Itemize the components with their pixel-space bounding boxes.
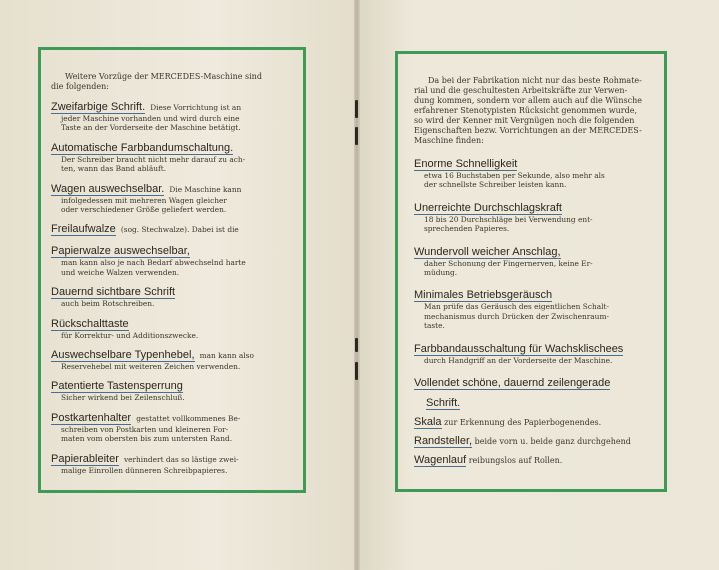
feature-heading: Papierwalze auswechselbar, [51, 245, 190, 258]
feature-description [414, 259, 652, 278]
left-feature-item [51, 343, 295, 371]
feature-description-line: der schnellste Schreiber leisten kann. [424, 180, 567, 190]
left-feature-item [51, 312, 295, 340]
left-content [51, 72, 295, 475]
feature-description: beide vorn u. beide ganz durchgehend [474, 437, 631, 447]
right-feature-list [414, 152, 652, 410]
staple-bottom-lower [355, 362, 358, 380]
staple-top-lower [355, 127, 358, 145]
feature-heading: Wagenlauf [414, 454, 467, 467]
left-feature-item [51, 406, 295, 444]
right-feature-item [414, 152, 652, 190]
feature-description: Diese Vorrichtung ist an [150, 103, 242, 112]
left-intro-line: die folgenden: [51, 82, 110, 91]
feature-heading: Schrift. [426, 397, 461, 410]
right-content [414, 76, 652, 467]
feature-description: Die Maschine kann [169, 184, 242, 194]
feature-description-line: Man prüfe das Geräusch des eigentlichen Schalt- [424, 302, 609, 312]
right-inline-features [414, 416, 652, 467]
left-feature-item [51, 239, 295, 277]
staple-top [355, 100, 358, 118]
feature-heading: Randsteller, [414, 435, 473, 448]
feature-description-line: malige Einrollen dünneren Schreibpapieres. [61, 465, 228, 475]
feature-description-line: 18 bis 20 Durchschläge bei Verwendung ent- [424, 214, 593, 224]
feature-description-line: ten, wann das Band abläuft. [61, 164, 167, 174]
left-feature-item [51, 136, 295, 174]
left-intro [51, 72, 295, 92]
feature-heading: Auswechselbare Typenhebel, [51, 349, 195, 362]
right-intro-line: so wird der Kenner mit Vergnügen noch die folgenden [414, 116, 635, 125]
right-inline-feature [414, 416, 652, 429]
feature-heading: Zweifarbige Schrift. [51, 101, 146, 113]
feature-description-line: für Korrektur- und Additionszwecke. [61, 330, 199, 340]
feature-description-line: man kann also je nach Bedarf abwechselnd harte [61, 258, 246, 268]
left-feature-list [51, 95, 295, 475]
feature-heading: Enorme Schnelligkeit [414, 158, 518, 170]
feature-description: man kann also [199, 351, 254, 361]
right-intro-line: erfahrener Stenotypisten Rücksicht genommen wurde, [414, 106, 638, 115]
feature-heading: Skala [414, 416, 442, 429]
right-feature-item [414, 391, 652, 410]
feature-description-line: Der Schreiber braucht nicht mehr darauf zu ach- [61, 154, 246, 164]
feature-heading: Postkartenhalter [51, 411, 132, 424]
left-feature-item [51, 280, 295, 308]
feature-description [414, 171, 652, 190]
feature-description-line: auch beim Rotschreiben. [61, 299, 155, 309]
feature-description-line: Taste an der Vorderseite der Maschine betätigt. [61, 123, 241, 133]
feature-heading: Wagen auswechselbar. [51, 182, 165, 195]
feature-heading: Automatische Farbbandumschaltung. [51, 141, 234, 154]
feature-description-line: sprechenden Papieres. [424, 224, 510, 234]
right-intro-line: rial und die geschultesten Arbeitskräfte zur Verwen- [414, 86, 628, 95]
feature-description: verhindert das so lästige zwei- [123, 454, 239, 464]
feature-heading: Wundervoll weicher Anschlag, [414, 245, 561, 258]
feature-description-line: jeder Maschine vorhanden und wird durch eine [61, 114, 240, 123]
feature-heading: Vollendet schöne, dauernd zeilengerade [414, 377, 611, 390]
feature-description-line: durch Handgriff an der Vorderseite der Maschine. [424, 355, 613, 365]
feature-heading: Papierableiter [51, 452, 119, 465]
right-intro-line: Da bei der Fabrikation nicht nur das beste Rohmate- [428, 76, 642, 85]
right-feature-item [414, 196, 652, 234]
right-inline-feature [414, 454, 652, 467]
feature-description-line: daher Schonung der Fingernerven, keine Er- [424, 258, 593, 268]
feature-heading: Rückschalttaste [51, 317, 129, 330]
feature-description-line: Sicher wirkend bei Zeilenschluß. [61, 393, 185, 403]
feature-description-line: Reservehebel mit weiteren Zeichen verwenden. [61, 362, 241, 372]
feature-description-line: taste. [424, 321, 445, 331]
left-feature-item [51, 217, 295, 236]
left-feature-item [51, 95, 295, 133]
feature-description [414, 302, 652, 330]
right-inline-feature [414, 435, 652, 448]
feature-description [414, 215, 652, 234]
feature-description-line: oder verschiedener Größe geliefert werden. [61, 205, 227, 215]
left-feature-item [51, 177, 295, 215]
feature-description: zur Erkennung des Papierbogenendes. [444, 418, 602, 428]
right-intro [414, 76, 652, 146]
feature-heading: Unerreichte Durchschlagskraft [414, 201, 562, 214]
feature-description-line: infolgedessen mit mehreren Wagen gleicher [61, 195, 227, 205]
feature-description-line: und weiche Walzen verwenden. [61, 267, 180, 277]
right-intro-line: Maschine finden: [414, 136, 484, 145]
feature-heading: Dauernd sichtbare Schrift [51, 286, 176, 299]
right-feature-item [414, 371, 652, 390]
left-intro-line: Weitere Vorzüge der MERCEDES-Maschine sind [65, 72, 262, 81]
feature-description-line: maten vom obersten bis zum untersten Rand. [61, 434, 233, 444]
staple-bottom [355, 338, 358, 352]
feature-description: reibungslos auf Rollen. [468, 456, 563, 466]
feature-description-line: etwa 16 Buchstaben per Sekunde, also mehr als [424, 171, 605, 180]
feature-description-line: schreiben von Postkarten und kleineren For- [61, 424, 229, 434]
right-intro-line: Eigenschaften bezw. Vorrichtungen an der MERCEDES- [414, 126, 642, 135]
right-feature-item [414, 337, 652, 365]
right-feature-item [414, 240, 652, 278]
feature-description-line: müdung. [424, 268, 458, 278]
right-intro-line: dung kommen, sondern vor allem auch auf die Wünsche [414, 96, 642, 105]
left-feature-item [51, 447, 295, 475]
feature-description: gestattet vollkommenes Be- [136, 413, 241, 423]
feature-description [414, 356, 652, 365]
feature-description-line: mechanismus durch Drücken der Zwischenraum- [424, 311, 609, 321]
right-feature-item [414, 283, 652, 330]
feature-heading: Freilaufwalze [51, 223, 116, 236]
feature-heading: Farbbandausschaltung für Wachsklischees [414, 342, 624, 355]
feature-heading: Minimales Betriebsgeräusch [414, 289, 553, 302]
feature-description: (sog. Stechwalze). Dabei ist die [120, 225, 239, 235]
feature-heading: Patentierte Tastensperrung [51, 380, 183, 393]
left-feature-item [51, 374, 295, 402]
book-gutter [354, 0, 360, 570]
